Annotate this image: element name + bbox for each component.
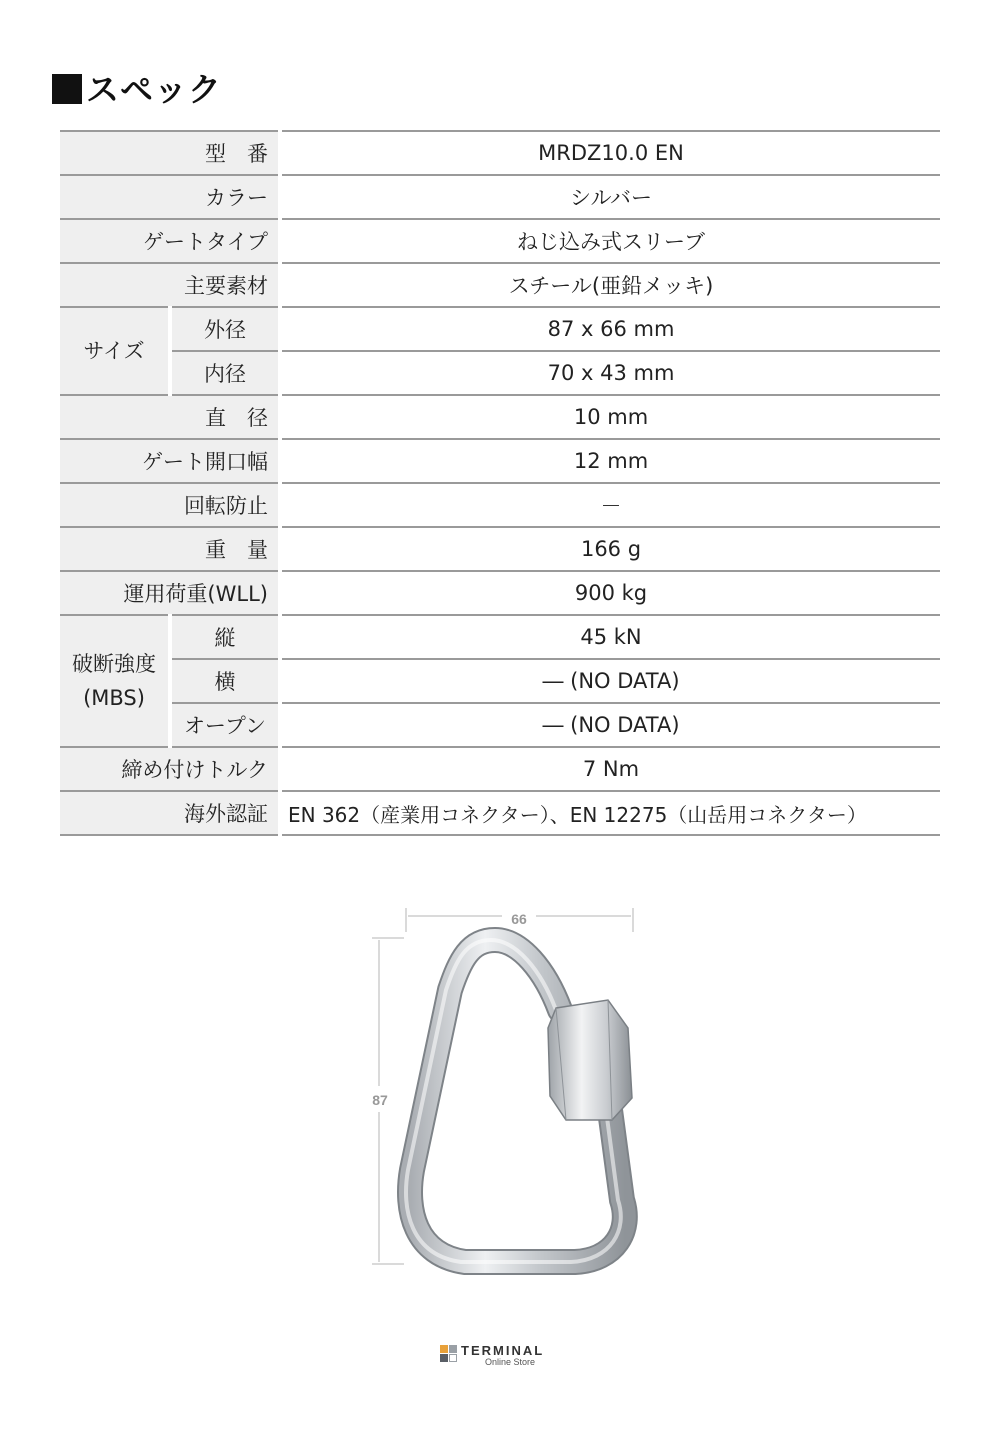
row-value: 87 x 66 mm (280, 307, 940, 351)
row-label: 海外認証 (60, 791, 280, 835)
table-row (60, 175, 940, 219)
row-value: － (280, 483, 940, 527)
mbs-group-label-line2: (MBS) (83, 686, 145, 710)
row-value: 7 Nm (280, 747, 940, 791)
row-value: スチール(亜鉛メッキ) (280, 263, 940, 307)
row-sublabel: 横 (170, 659, 280, 703)
table-row (60, 571, 940, 615)
row-label: ゲートタイプ (60, 219, 280, 263)
table-row (60, 263, 940, 307)
row-label: ゲート開口幅 (60, 439, 280, 483)
table-row (60, 791, 940, 835)
table-row (60, 527, 940, 571)
row-value: ― (NO DATA) (280, 659, 940, 703)
table-row (60, 395, 940, 439)
row-value: 70 x 43 mm (280, 351, 940, 395)
row-label: 型 番 (60, 131, 280, 175)
logo-subtitle: Online Store (485, 1357, 536, 1367)
row-value: 12 mm (280, 439, 940, 483)
row-value: MRDZ10.0 EN (280, 131, 940, 175)
page-title (52, 64, 222, 111)
table-row (60, 703, 940, 747)
row-value: 10 mm (280, 395, 940, 439)
mbs-group-label (60, 615, 170, 747)
row-label: 直 径 (60, 395, 280, 439)
logo-mark-icon (440, 1345, 458, 1363)
page-title-text: スペック (86, 70, 222, 109)
row-sublabel: 外径 (170, 307, 280, 351)
spec-table (60, 130, 940, 836)
width-label: 66 (511, 911, 527, 927)
height-label: 87 (372, 1092, 388, 1108)
row-label: カラー (60, 175, 280, 219)
table-row (60, 131, 940, 175)
row-sublabel: オープン (170, 703, 280, 747)
logo-brand: TERMINAL (461, 1343, 545, 1358)
terminal-logo (440, 1344, 570, 1368)
row-label: 運用荷重(WLL) (60, 571, 280, 615)
table-row (60, 439, 940, 483)
row-value: 45 kN (280, 615, 940, 659)
mbs-group-label-line1: 破断強度 (72, 652, 156, 676)
title-square-icon (52, 74, 82, 104)
table-row (60, 351, 940, 395)
table-row (60, 483, 940, 527)
row-value: 166 g (280, 527, 940, 571)
table-row (60, 615, 940, 659)
row-value: ― (NO DATA) (280, 703, 940, 747)
row-value: シルバー (280, 175, 940, 219)
table-row (60, 219, 940, 263)
row-sublabel: 縦 (170, 615, 280, 659)
table-row (60, 307, 940, 351)
row-label: 重 量 (60, 527, 280, 571)
carabiner-dimension-diagram (360, 900, 650, 1280)
row-sublabel: 内径 (170, 351, 280, 395)
row-value: 900 kg (280, 571, 940, 615)
row-label: 締め付けトルク (60, 747, 280, 791)
size-group-label: サイズ (60, 307, 170, 395)
quick-link-carabiner-icon (406, 940, 632, 1262)
table-row (60, 659, 940, 703)
row-value: ねじ込み式スリーブ (280, 219, 940, 263)
table-row (60, 747, 940, 791)
row-label: 回転防止 (60, 483, 280, 527)
row-label: 主要素材 (60, 263, 280, 307)
row-value: EN 362（産業用コネクター）、EN 12275（山岳用コネクター） (280, 791, 940, 835)
